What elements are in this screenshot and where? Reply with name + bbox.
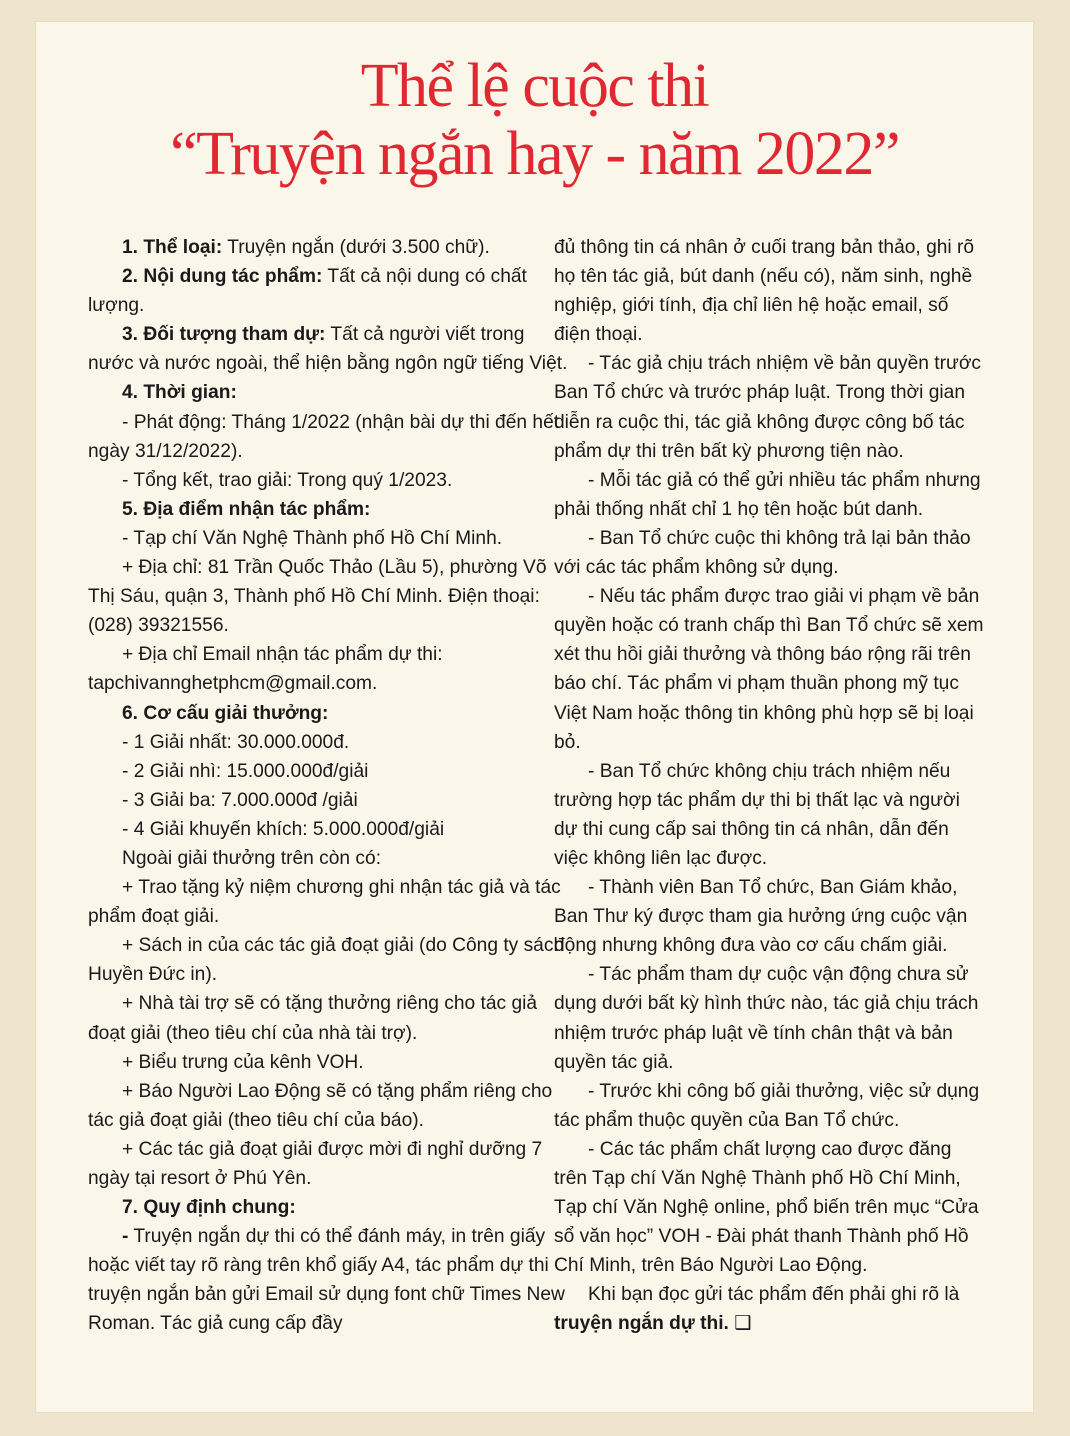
section-7-heading <box>88 1193 568 1222</box>
section-1 <box>88 233 568 262</box>
section-3 <box>88 320 568 378</box>
rule-dash: - <box>122 1226 129 1248</box>
section-5-item: + Địa chỉ Email nhận tác phẩm dự thi: tapchivannghetphcm@gmail.com. <box>88 644 443 695</box>
prize-item: - 2 Giải nhì: 15.000.000đ/giải <box>122 760 369 782</box>
section-4-item: - Phát động: Tháng 1/2022 (nhận bài dự thi đến hết ngày 31/12/2022). <box>88 411 560 462</box>
section-6-heading-text: 6. Cơ cấu giải thưởng: <box>122 702 329 724</box>
prize-item: - 1 Giải nhất: 30.000.000đ. <box>122 731 350 753</box>
title-line-2: “Truyện ngắn hay - năm 2022” <box>170 120 899 188</box>
page-title <box>36 52 1033 188</box>
section-2 <box>88 262 568 320</box>
section-2-heading: 2. Nội dung tác phẩm: <box>122 266 323 288</box>
rule-item: - Ban Tổ chức không chịu trách nhiệm nếu trường hợp tác phẩm dự thi bị thất lạc và người dự thi cung cấp sai thông tin cá nhân, dẫn đến việc không liên lạc được. <box>554 760 960 869</box>
section-4-item: - Tổng kết, trao giải: Trong quý 1/2023. <box>122 469 453 491</box>
closing-bold: truyện ngắn dự thi <box>554 1313 724 1335</box>
prize-extra: + Biểu trưng của kênh VOH. <box>122 1051 364 1073</box>
prize-extra: + Nhà tài trợ sẽ có tặng thưởng riêng cho tác giả đoạt giải (theo tiêu chí của nhà tài trợ). <box>88 993 538 1044</box>
section-5-item: + Địa chỉ: 81 Trần Quốc Thảo (Lầu 5), phường Võ Thị Sáu, quận 3, Thành phố Hồ Chí Minh. Điện thoại: (028) 39321556. <box>88 557 547 637</box>
section-3-heading: 3. Đối tượng tham dự: <box>122 324 326 346</box>
rule-item <box>88 1222 568 1338</box>
prize-item: - 3 Giải ba: 7.000.000đ /giải <box>122 789 358 811</box>
rule-item: - Nếu tác phẩm được trao giải vi phạm về bản quyền hoặc có tranh chấp thì Ban Tổ chức sẽ xem xét thu hồi giải thưởng và thông báo rộng rãi trên báo chí. Tác phẩm vi phạm thuần phong mỹ tục Việt Nam hoặc thông tin không phù hợp sẽ bị loại bỏ. <box>554 586 984 753</box>
end-mark: . ❑ <box>723 1313 752 1335</box>
rule-item: - Tác phẩm tham dự cuộc vận động chưa sử dụng dưới bất kỳ hình thức nào, tác giả chịu trách nhiệm trước pháp luật về tính chân thật và bản quyền tác giả. <box>554 964 979 1073</box>
section-5-heading-text: 5. Địa điểm nhận tác phẩm: <box>122 498 371 520</box>
section-6-heading <box>88 699 568 728</box>
rule-item: - Các tác phẩm chất lượng cao được đăng trên Tạp chí Văn Nghệ Thành phố Hồ Chí Minh, Tạp chí Văn Nghệ online, phổ biến trên mục “Cửa sổ văn học” VOH - Đài phát thanh Thành phố Hồ Chí Minh, trên Báo Người Lao Động. <box>554 1138 979 1277</box>
section-1-heading: 1. Thể loại: <box>122 237 223 258</box>
rule-item: - Ban Tổ chức cuộc thi không trả lại bản thảo với các tác phẩm không sử dụng. <box>554 527 971 579</box>
prize-item: - 4 Giải khuyến khích: 5.000.000đ/giải <box>122 818 445 840</box>
rule-text: Truyện ngắn dự thi có thể đánh máy, in trên giấy hoặc viết tay rõ ràng trên khổ giấy A4, tác phẩm dự thi truyện ngắn bản gửi Email sử dụng font chữ Times New Roman. Tác giả cung cấp đầy <box>88 1226 565 1335</box>
prize-extra: + Báo Người Lao Động sẽ có tặng phẩm riêng cho tác giả đoạt giải (theo tiêu chí của báo). <box>88 1080 553 1131</box>
rule-item: - Mỗi tác giả có thể gửi nhiều tác phẩm nhưng phải thống nhất chỉ 1 họ tên hoặc bút danh. <box>554 469 981 520</box>
rule-item: - Tác giả chịu trách nhiệm về bản quyền trước Ban Tổ chức và trước pháp luật. Trong thời gian diễn ra cuộc thi, tác giả không được công bố tác phẩm dự thi trên bất kỳ phương tiện nào. <box>554 353 982 462</box>
right-column <box>554 233 984 1339</box>
left-column <box>88 233 568 1339</box>
section-1-text: Truyện ngắn (dưới 3.500 chữ). <box>222 237 490 258</box>
prize-note: Ngoài giải thưởng trên còn có: <box>122 847 382 869</box>
rule-continuation: đủ thông tin cá nhân ở cuối trang bản thảo, ghi rõ họ tên tác giả, bút danh (nếu có), năm sinh, nghề nghiệp, giới tính, địa chỉ liên hệ hoặc email, số điện thoại. <box>554 237 975 346</box>
title-line-1: Thể lệ cuộc thi <box>360 52 709 120</box>
rule-item: - Trước khi công bố giải thưởng, việc sử dụng tác phẩm thuộc quyền của Ban Tổ chức. <box>554 1080 980 1131</box>
prize-extra: + Các tác giả đoạt giải được mời đi nghỉ dưỡng 7 ngày tại resort ở Phú Yên. <box>88 1138 543 1189</box>
article-page <box>36 22 1033 1412</box>
section-4-heading <box>88 378 568 407</box>
section-4-heading-text: 4. Thời gian: <box>122 382 237 404</box>
section-7-heading-text: 7. Quy định chung: <box>122 1197 296 1219</box>
section-3-text: Tất cả người viết trong nước và nước ngoài, thể hiện bằng ngôn ngữ tiếng Việt. <box>88 324 568 375</box>
rule-item: - Thành viên Ban Tổ chức, Ban Giám khảo, Ban Thư ký được tham gia hưởng ứng cuộc vận động nhưng không đưa vào cơ cấu chấm giải. <box>554 877 968 957</box>
prize-extra: + Trao tặng kỷ niệm chương ghi nhận tác giả và tác phẩm đoạt giải. <box>88 877 561 928</box>
closing-text: Khi bạn đọc gửi tác phẩm đến phải ghi rõ là <box>588 1284 960 1306</box>
section-2-text: Tất cả nội dung có chất lượng. <box>88 266 527 317</box>
closing-note <box>554 1280 984 1338</box>
prize-extra: + Sách in của các tác giả đoạt giải (do Công ty sách Huyền Đức in). <box>88 935 565 986</box>
section-5-item: - Tạp chí Văn Nghệ Thành phố Hồ Chí Minh. <box>122 527 503 549</box>
section-5-heading <box>88 495 568 524</box>
